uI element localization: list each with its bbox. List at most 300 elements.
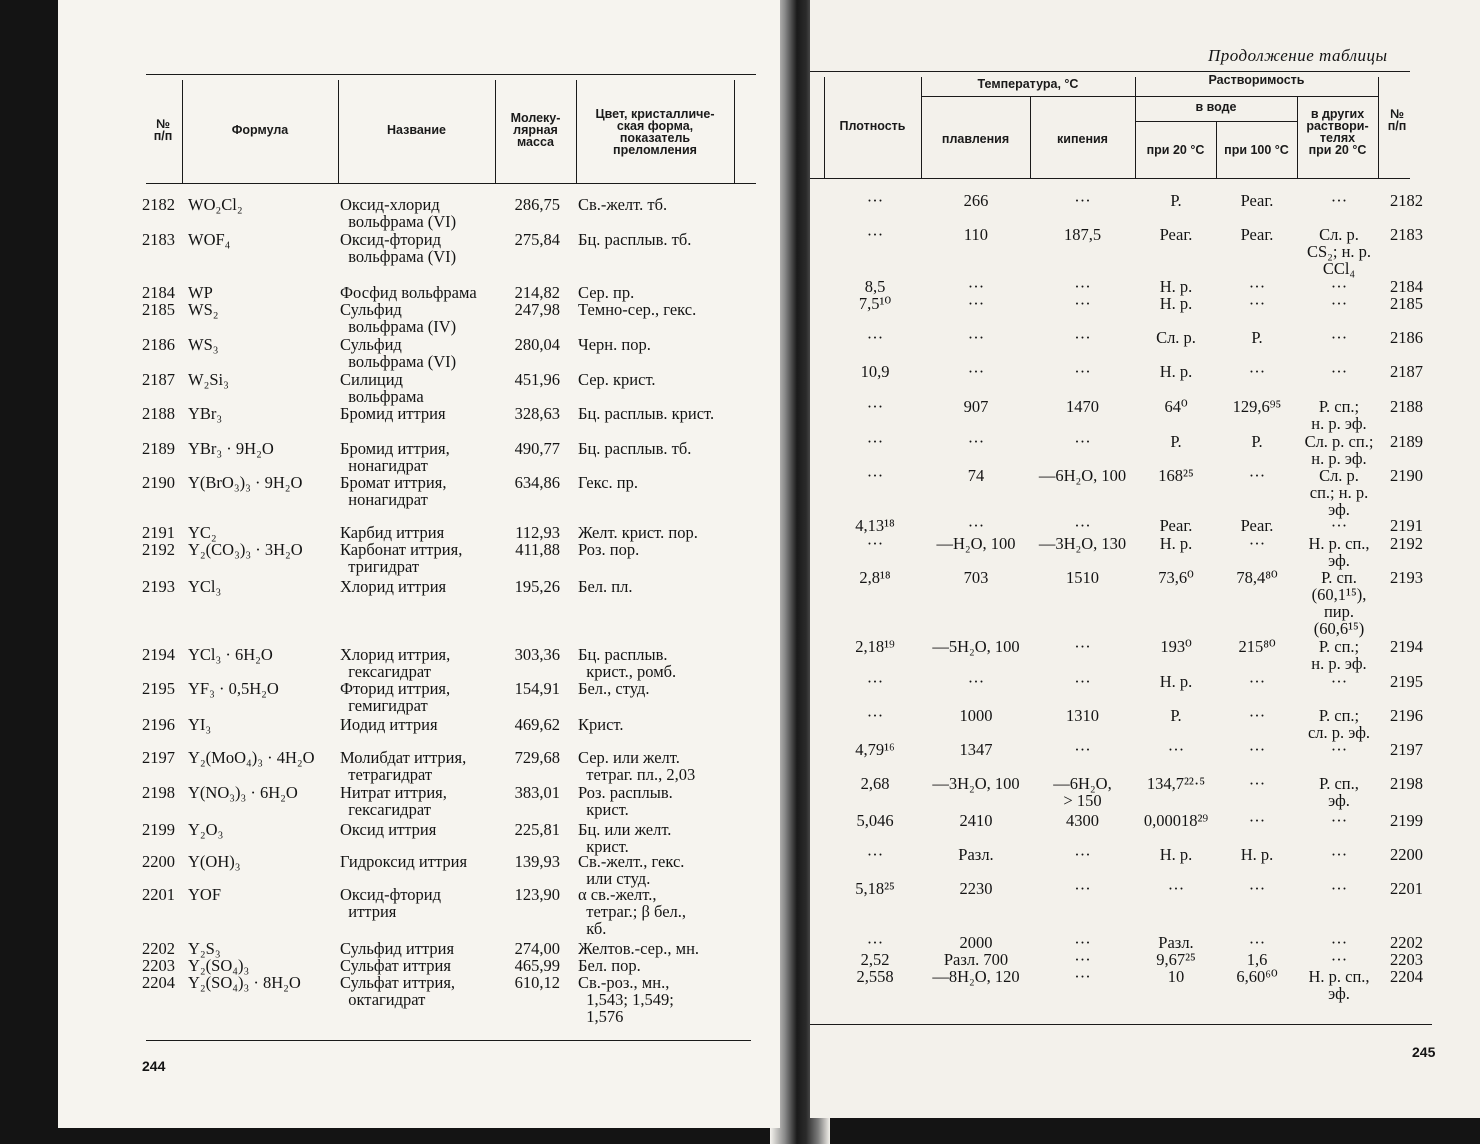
mass-cell: 411,88	[515, 540, 560, 559]
density-cell: ···	[866, 933, 884, 952]
row-number: 2194	[1390, 637, 1423, 656]
water-100-cell: ···	[1248, 294, 1266, 313]
page-number-left: 244	[142, 1058, 166, 1074]
water-100-cell: ···	[1248, 534, 1266, 553]
header-bottom-rule	[146, 183, 756, 184]
other-solvents-cell: Сл. р. сп.; н. р. эф.	[1309, 466, 1369, 519]
boiling-cell: ···	[1074, 879, 1091, 898]
water-20-cell: Н. р.	[1159, 845, 1193, 864]
other-solvents-cell: ···	[1330, 277, 1348, 296]
header-melting: плавления	[941, 132, 1010, 146]
mass-cell: 490,77	[514, 439, 560, 458]
formula-cell: WP	[188, 283, 213, 302]
other-solvents-cell: Н. р. сп., эф.	[1308, 534, 1370, 570]
row-number: 2189	[142, 439, 175, 458]
water-100-cell: Р.	[1251, 432, 1263, 451]
density-cell: ···	[866, 706, 884, 725]
row-number: 2182	[1390, 191, 1423, 210]
color-cell: Бц. расплыв. тб.	[578, 439, 692, 458]
melting-cell: ···	[967, 516, 985, 535]
water-20-cell: Н. р.	[1159, 294, 1193, 313]
row-number: 2203	[1390, 950, 1423, 969]
melting-cell: 266	[963, 191, 989, 210]
color-cell: Бел., студ.	[578, 679, 650, 698]
color-cell: Сер. пр.	[578, 283, 635, 302]
left-page	[58, 0, 780, 1128]
melting-cell: ···	[967, 362, 985, 381]
col-divider	[734, 80, 735, 183]
mass-cell: 303,36	[514, 645, 560, 664]
color-cell: Гекс. пр.	[578, 473, 638, 492]
water-20-cell: Разл.	[1158, 933, 1194, 952]
name-cell: Иодид иттрия	[340, 715, 438, 734]
row-number: 2188	[142, 404, 175, 423]
melting-cell: —8H₂O, 120	[932, 967, 1020, 986]
density-cell: ···	[866, 466, 884, 485]
melting-cell: ···	[967, 432, 985, 451]
name-cell: Хлорид иттрия, гексагидрат	[340, 645, 451, 681]
name-cell: Оксид-фторид иттрия	[340, 885, 441, 921]
boiling-cell: 1510	[1066, 568, 1099, 587]
density-cell: 4,13¹⁸	[855, 516, 895, 535]
color-cell: Бц. или желт. крист.	[578, 820, 672, 856]
header-no: № п/п	[153, 117, 173, 143]
water-100-cell: ···	[1248, 672, 1266, 691]
melting-cell: ···	[967, 328, 985, 347]
density-cell: 5,18²⁵	[855, 879, 895, 898]
water-100-cell: Реаг.	[1240, 225, 1274, 244]
boiling-cell: ···	[1074, 933, 1091, 952]
formula-cell: Y₂(CO₃)₃ · 3H₂O	[188, 540, 303, 559]
other-solvents-cell: ···	[1330, 294, 1348, 313]
row-number: 2201	[1390, 879, 1423, 898]
other-solvents-cell: Р. сп. (60,1¹⁵), пир. (60,6¹⁵)	[1311, 568, 1367, 638]
water-20-cell: Н. р.	[1159, 277, 1193, 296]
boiling-cell: ···	[1074, 277, 1091, 296]
col-divider	[1135, 77, 1136, 178]
formula-cell: Y₂(MoO₄)₃ · 4H₂O	[188, 748, 315, 767]
col-divider	[921, 77, 922, 178]
sub-rule	[1135, 121, 1297, 122]
row-number: 2201	[142, 885, 175, 904]
water-20-cell: Сл. р.	[1156, 328, 1196, 347]
name-cell: Карбид иттрия	[340, 523, 445, 542]
formula-cell: Y₂(SO₄)₃	[188, 956, 250, 975]
row-number: 2186	[142, 335, 175, 354]
name-cell: Бромид иттрия	[340, 404, 446, 423]
boiling-cell: ···	[1074, 950, 1091, 969]
water-20-cell: 0,00018²⁹	[1143, 811, 1209, 830]
density-cell: 2,68	[860, 774, 890, 793]
density-cell: 10,9	[860, 362, 890, 381]
melting-cell: 703	[963, 568, 989, 587]
water-100-cell: ···	[1248, 933, 1266, 952]
water-20-cell: Р.	[1170, 191, 1182, 210]
formula-cell: WS₂	[188, 300, 219, 319]
other-solvents-cell: ···	[1330, 879, 1348, 898]
header-no: № п/п	[1387, 107, 1407, 133]
density-cell: ···	[866, 845, 884, 864]
density-cell: 4,79¹⁶	[855, 740, 895, 759]
formula-cell: YCl₃	[188, 577, 222, 596]
mass-cell: 274,00	[514, 939, 560, 958]
row-number: 2191	[1390, 516, 1423, 535]
melting-cell: ···	[967, 277, 985, 296]
boiling-cell: 1310	[1066, 706, 1099, 725]
mass-cell: 465,99	[514, 956, 560, 975]
color-cell: Роз. расплыв. крист.	[578, 783, 673, 819]
name-cell: Сульфид вольфрама (IV)	[340, 300, 457, 336]
melting-cell: —5H₂O, 100	[932, 637, 1020, 656]
name-cell: Сульфид вольфрама (VI)	[340, 335, 457, 371]
melting-cell: 1000	[959, 706, 993, 725]
sub-rule	[921, 96, 1135, 97]
formula-cell: WS₃	[188, 335, 219, 354]
page-number-right: 245	[1412, 1044, 1436, 1060]
boiling-cell: —6H₂O, > 150	[1053, 774, 1112, 810]
table-top-rule	[146, 74, 756, 75]
water-100-cell: 215⁸⁰	[1238, 637, 1276, 656]
mass-cell: 275,84	[514, 230, 560, 249]
boiling-cell: ···	[1074, 637, 1091, 656]
water-100-cell: ···	[1248, 811, 1266, 830]
table-top-rule	[810, 71, 1410, 72]
name-cell: Силицид вольфрама	[340, 370, 424, 406]
water-20-cell: Реаг.	[1159, 225, 1193, 244]
row-number: 2198	[142, 783, 175, 802]
color-cell: α св.-желт., тетраг.; β бел., кб.	[578, 885, 687, 938]
header-in-water: в воде	[1195, 100, 1237, 114]
header-color: Цвет, кристалличе- ская форма, показатель преломления	[595, 107, 715, 157]
name-cell: Бромат иттрия, нонагидрат	[340, 473, 447, 509]
formula-cell: YI₃	[188, 715, 212, 734]
water-100-cell: ···	[1248, 774, 1266, 793]
melting-cell: —3H₂O, 100	[932, 774, 1020, 793]
boiling-cell: ···	[1074, 740, 1091, 759]
water-100-cell: ···	[1248, 277, 1266, 296]
other-solvents-cell: ···	[1330, 845, 1348, 864]
water-20-cell: 64⁰	[1164, 397, 1188, 416]
formula-cell: YBr₃ · 9H₂O	[188, 439, 274, 458]
row-number: 2196	[142, 715, 175, 734]
melting-cell: Разл. 700	[943, 950, 1009, 969]
density-cell: 8,5	[864, 277, 886, 296]
water-20-cell: 168²⁵	[1158, 466, 1194, 485]
other-solvents-cell: Сл. р. сп.; н. р. эф.	[1304, 432, 1374, 468]
color-cell: Св.-роз., мн., 1,543; 1,549; 1,576	[578, 973, 674, 1026]
other-solvents-cell: ···	[1330, 950, 1348, 969]
right-page	[810, 0, 1480, 1118]
boiling-cell: ···	[1074, 967, 1091, 986]
water-20-cell: ···	[1167, 740, 1185, 759]
formula-cell: YC₂	[188, 523, 217, 542]
mass-cell: 328,63	[514, 404, 560, 423]
water-100-cell: ···	[1248, 362, 1266, 381]
name-cell: Сульфид иттрия	[340, 939, 455, 958]
row-number: 2199	[1390, 811, 1423, 830]
mass-cell: 225,81	[514, 820, 560, 839]
melting-cell: 110	[963, 225, 989, 244]
other-solvents-cell: ···	[1330, 740, 1348, 759]
water-20-cell: Н. р.	[1159, 362, 1193, 381]
other-solvents-cell: ···	[1330, 328, 1348, 347]
header-mass: Молеку- лярная масса	[510, 111, 561, 149]
formula-cell: WOF₄	[188, 230, 231, 249]
formula-cell: YBr₃	[188, 404, 223, 423]
boiling-cell: ···	[1074, 516, 1091, 535]
boiling-cell: 1470	[1066, 397, 1099, 416]
mass-cell: 195,26	[514, 577, 560, 596]
row-number: 2185	[142, 300, 175, 319]
other-solvents-cell: ···	[1330, 811, 1348, 830]
water-20-cell: ···	[1167, 879, 1185, 898]
boiling-cell: ···	[1074, 294, 1091, 313]
color-cell: Крист.	[578, 715, 624, 734]
row-number: 2197	[142, 748, 175, 767]
row-number: 2190	[1390, 466, 1423, 485]
row-number: 2196	[1390, 706, 1423, 725]
melting-cell: Разл.	[958, 845, 994, 864]
row-number: 2199	[142, 820, 175, 839]
name-cell: Оксид-фторид вольфрама (VI)	[340, 230, 457, 266]
row-number: 2198	[1390, 774, 1423, 793]
name-cell: Сульфат иттрия, октагидрат	[340, 973, 456, 1009]
melting-cell: 2410	[959, 811, 993, 830]
name-cell: Молибдат иттрия, тетрагидрат	[340, 748, 467, 784]
name-cell: Карбонат иттрия, тригидрат	[340, 540, 463, 576]
other-solvents-cell: ···	[1330, 672, 1348, 691]
density-cell: 5,046	[856, 811, 894, 830]
mass-cell: 634,86	[514, 473, 560, 492]
formula-cell: YCl₃ · 6H₂O	[188, 645, 273, 664]
header-at-20: при 20 °С	[1146, 143, 1205, 157]
name-cell: Нитрат иттрия, гексагидрат	[340, 783, 447, 819]
header-bottom-rule	[810, 178, 1410, 179]
mass-cell: 154,91	[514, 679, 560, 698]
formula-cell: Y(OH)₃	[188, 852, 241, 871]
density-cell: 2,52	[860, 950, 890, 969]
mass-cell: 123,90	[514, 885, 560, 904]
water-20-cell: 10	[1167, 967, 1185, 986]
boiling-cell: ···	[1074, 845, 1091, 864]
row-number: 2187	[142, 370, 175, 389]
row-number: 2195	[142, 679, 175, 698]
density-cell: ···	[866, 191, 884, 210]
water-20-cell: 9,67²⁵	[1156, 950, 1196, 969]
color-cell: Черн. пор.	[578, 335, 651, 354]
melting-cell: 2000	[959, 933, 993, 952]
row-number: 2192	[1390, 534, 1423, 553]
water-100-cell: Реаг.	[1240, 191, 1274, 210]
water-100-cell: 78,4⁸⁰	[1236, 568, 1278, 587]
water-100-cell: ···	[1248, 879, 1266, 898]
water-100-cell: 6,60⁶⁰	[1236, 967, 1278, 986]
color-cell: Бел. пор.	[578, 956, 641, 975]
other-solvents-cell: ···	[1330, 191, 1348, 210]
color-cell: Сер. крист.	[578, 370, 656, 389]
mass-cell: 729,68	[514, 748, 560, 767]
other-solvents-cell: Р. сп.; сл. р. эф.	[1307, 706, 1371, 742]
row-number: 2203	[142, 956, 175, 975]
formula-cell: YOF	[188, 885, 222, 904]
color-cell: Бц. расплыв. крист.	[578, 404, 715, 423]
water-20-cell: 73,6⁰	[1158, 568, 1194, 587]
color-cell: Желт. крист. пор.	[578, 523, 698, 542]
melting-cell: 2230	[959, 879, 993, 898]
row-number: 2185	[1390, 294, 1423, 313]
row-number: 2202	[1390, 933, 1423, 952]
row-number: 2188	[1390, 397, 1423, 416]
header-density: Плотность	[839, 119, 906, 133]
row-number: 2200	[142, 852, 175, 871]
mass-cell: 214,82	[514, 283, 560, 302]
density-cell: ···	[866, 397, 884, 416]
water-20-cell: 193⁰	[1160, 637, 1192, 656]
mass-cell: 286,75	[514, 195, 560, 214]
other-solvents-cell: Р. сп.; н. р. эф.	[1311, 397, 1367, 433]
name-cell: Бромид иттрия, нонагидрат	[340, 439, 450, 475]
formula-cell: W₂Si₃	[188, 370, 229, 389]
other-solvents-cell: Р. сп.; н. р. эф.	[1311, 637, 1367, 673]
boiling-cell: ···	[1074, 432, 1091, 451]
color-cell: Роз. пор.	[578, 540, 640, 559]
row-number: 2189	[1390, 432, 1423, 451]
color-cell: Бц. расплыв. крист., ромб.	[578, 645, 677, 681]
boiling-cell: ···	[1074, 672, 1091, 691]
other-solvents-cell: ···	[1330, 362, 1348, 381]
water-20-cell: Н. р.	[1159, 534, 1193, 553]
water-20-cell: Р.	[1170, 706, 1182, 725]
water-20-cell: 134,7²²·⁵	[1146, 774, 1206, 793]
row-number: 2193	[1390, 568, 1423, 587]
color-cell: Бел. пл.	[578, 577, 633, 596]
name-cell: Оксид иттрия	[340, 820, 437, 839]
formula-cell: YF₃ · 0,5H₂O	[188, 679, 279, 698]
color-cell: Бц. расплыв. тб.	[578, 230, 692, 249]
density-cell: ···	[866, 328, 884, 347]
name-cell: Гидроксид иттрия	[340, 852, 468, 871]
row-number: 2186	[1390, 328, 1423, 347]
row-number: 2200	[1390, 845, 1423, 864]
mass-cell: 112,93	[515, 523, 560, 542]
other-solvents-cell: Н. р. сп., эф.	[1308, 967, 1370, 1003]
row-number: 2183	[142, 230, 175, 249]
name-cell: Сульфат иттрия	[340, 956, 451, 975]
boiling-cell: —3H₂O, 130	[1038, 534, 1127, 553]
header-boiling: кипения	[1057, 132, 1108, 146]
row-number: 2187	[1390, 362, 1423, 381]
name-cell: Фторид иттрия, гемигидрат	[340, 679, 451, 715]
table-bottom-rule	[810, 1024, 1432, 1025]
density-cell: 7,5¹⁰	[858, 294, 892, 313]
row-number: 2194	[142, 645, 175, 664]
density-cell: 2,558	[856, 967, 894, 986]
water-100-cell: 129,6⁹⁵	[1232, 397, 1282, 416]
mass-cell: 139,93	[514, 852, 560, 871]
mass-cell: 383,01	[514, 783, 560, 802]
density-cell: ···	[866, 534, 884, 553]
row-number: 2192	[142, 540, 175, 559]
header-other-solvents: в других раствори- телях при 20 °С	[1306, 107, 1369, 157]
other-solvents-cell: ···	[1330, 933, 1348, 952]
water-20-cell: Реаг.	[1159, 516, 1193, 535]
header-formula: Формула	[231, 123, 289, 137]
boiling-cell: 4300	[1066, 811, 1099, 830]
mass-cell: 280,04	[514, 335, 560, 354]
other-solvents-cell: Р. сп., эф.	[1319, 774, 1359, 810]
melting-cell: ···	[967, 294, 985, 313]
formula-cell: Y₂O₃	[188, 820, 224, 839]
mass-cell: 610,12	[514, 973, 560, 992]
row-number: 2193	[142, 577, 175, 596]
formula-cell: Y(BrO₃)₃ · 9H₂O	[188, 473, 303, 492]
other-solvents-cell: Сл. р. CS₂; н. р. CCl₄	[1306, 225, 1372, 278]
other-solvents-cell: ···	[1330, 516, 1348, 535]
name-cell: Фосфид вольфрама	[340, 283, 477, 302]
mass-cell: 247,98	[514, 300, 560, 319]
water-20-cell: Р.	[1170, 432, 1182, 451]
header-solubility: Растворимость	[1208, 73, 1305, 87]
density-cell: 2,8¹⁸	[859, 568, 891, 587]
color-cell: Св.-желт. тб.	[578, 195, 668, 214]
boiling-cell: ···	[1074, 191, 1091, 210]
melting-cell: 1347	[959, 740, 993, 759]
water-100-cell: ···	[1248, 706, 1266, 725]
name-cell: Хлорид иттрия	[340, 577, 447, 596]
row-number: 2202	[142, 939, 175, 958]
row-number: 2190	[142, 473, 175, 492]
boiling-cell: —6H₂O, 100	[1038, 466, 1127, 485]
header-at-100: при 100 °С	[1224, 143, 1289, 157]
row-number: 2184	[142, 283, 175, 302]
density-cell: ···	[866, 432, 884, 451]
melting-cell: ···	[967, 672, 985, 691]
formula-cell: Y₂(SO₄)₃ · 8H₂O	[188, 973, 301, 992]
melting-cell: 907	[963, 397, 989, 416]
density-cell: 2,18¹⁹	[855, 637, 895, 656]
header-temperature: Температура, °С	[977, 77, 1079, 91]
formula-cell: WO₂Cl₂	[188, 195, 243, 214]
mass-cell: 451,96	[514, 370, 560, 389]
melting-cell: —H₂O, 100	[936, 534, 1016, 553]
water-100-cell: Реаг.	[1240, 516, 1274, 535]
row-number: 2195	[1390, 672, 1423, 691]
water-20-cell: Н. р.	[1159, 672, 1193, 691]
table-bottom-rule	[146, 1040, 751, 1041]
row-number: 2197	[1390, 740, 1423, 759]
continuation-caption: Продолжение таблицы	[1208, 46, 1388, 65]
sub-rule	[1135, 96, 1378, 97]
color-cell: Сер. или желт. тетраг. пл., 2,03	[578, 748, 696, 784]
boiling-cell: 187,5	[1063, 225, 1102, 244]
density-cell: ···	[866, 672, 884, 691]
density-cell: ···	[866, 225, 884, 244]
formula-cell: Y(NO₃)₃ · 6H₂O	[188, 783, 298, 802]
header-name: Название	[386, 123, 446, 137]
water-100-cell: Р.	[1251, 328, 1263, 347]
color-cell: Желтов.-сер., мн.	[578, 939, 700, 958]
mass-cell: 469,62	[514, 715, 560, 734]
row-number: 2182	[142, 195, 175, 214]
formula-cell: Y₂S₃	[188, 939, 221, 958]
row-number: 2204	[142, 973, 175, 992]
boiling-cell: ···	[1074, 328, 1091, 347]
melting-cell: 74	[967, 466, 985, 485]
water-100-cell: ···	[1248, 740, 1266, 759]
color-cell: Св.-желт., гекс. или студ.	[578, 852, 685, 888]
water-100-cell: Н. р.	[1240, 845, 1274, 864]
water-100-cell: 1,6	[1246, 950, 1268, 969]
